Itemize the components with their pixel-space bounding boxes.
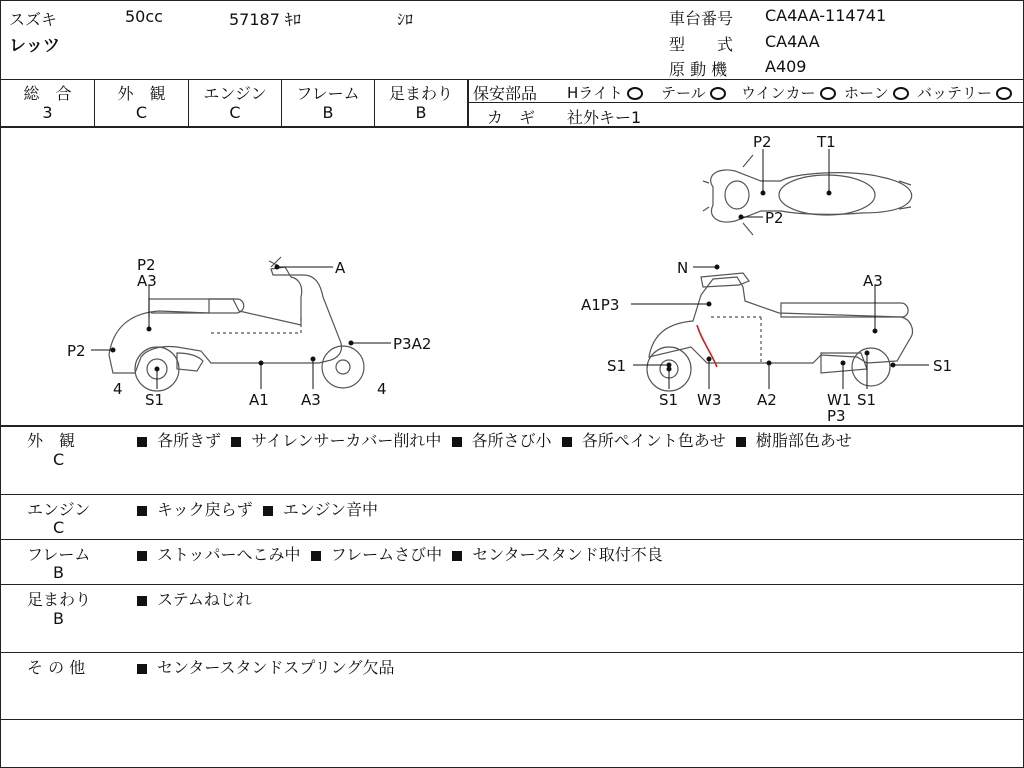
safety-tail: テール (661, 82, 726, 103)
remark-category: 足まわり (27, 590, 92, 609)
ok-circle-icon (820, 87, 836, 100)
ok-circle-icon (627, 87, 643, 100)
ok-circle-icon (710, 87, 726, 100)
damage-red-mark (697, 325, 717, 367)
type-value: CA4AA (765, 32, 820, 51)
chassis-label: 車台番号 (669, 9, 734, 28)
remark-category: フレーム (27, 545, 91, 564)
label-w3: W3 (697, 391, 722, 409)
remark-items: センタースタンドスプリング欠品 (137, 655, 394, 678)
label-a-handle: A (335, 259, 346, 277)
label-a1p3: A1P3 (581, 296, 620, 314)
remark-category: 外 観 (27, 431, 76, 450)
label-a3: A3 (301, 391, 321, 409)
label-n: N (677, 259, 689, 277)
label-a2: A2 (757, 391, 777, 409)
ok-circle-icon (996, 87, 1012, 100)
label-s1-right: S1 (933, 357, 953, 375)
remark-grade: C (53, 518, 65, 537)
remark-grade: C (53, 450, 65, 469)
scooter-left-front-wheel (322, 346, 364, 388)
remark-items: 各所きず サイレンサーカバー削れ中 各所さび小 各所ペイント色あせ 樹脂部色あせ (137, 428, 852, 451)
grade-value: C (135, 103, 148, 122)
label-s1-b2: S1 (857, 391, 877, 409)
scooter-right-rear-wheel (852, 348, 890, 386)
displacement: 50cc (125, 7, 163, 26)
label-p2-left: P2 (67, 342, 86, 360)
remark-category: そ の 他 (27, 658, 86, 677)
type-label: 型 式 (669, 35, 734, 54)
label-s1-bottom: S1 (659, 391, 679, 409)
key-value: 社外キー1 (567, 108, 642, 127)
damage-diagram (1, 127, 1023, 425)
label-t1: T1 (817, 133, 836, 151)
remark-items: ストッパーへこみ中 フレームさび中 センタースタンド取付不良 (137, 542, 663, 565)
label-p2-topview: P2 (753, 133, 772, 151)
safety-label: 保安部品 (473, 84, 538, 103)
model-name: レッツ (9, 36, 60, 56)
label-p3: P3 (827, 407, 846, 425)
label-a3-top: A3 (137, 272, 157, 290)
label-4-left: 4 (113, 380, 123, 398)
label-4-right: 4 (377, 380, 387, 398)
grade-label: エンジン (203, 84, 267, 103)
safety-horn: ホーン (844, 82, 909, 103)
mileage: 57187 ｷﾛ (229, 10, 301, 29)
label-p2-side: P2 (765, 209, 784, 227)
label-s1: S1 (145, 391, 165, 409)
label-a3-right: A3 (863, 272, 883, 290)
body-color: ｼﾛ (397, 10, 414, 29)
grade-value: B (322, 103, 334, 122)
remark-grade: B (53, 609, 64, 628)
scooter-top-seat (779, 175, 875, 215)
engine-value: A409 (765, 57, 807, 76)
safety-headlight: Hライト (567, 82, 643, 103)
ok-circle-icon (893, 87, 909, 100)
scooter-left-seat (149, 299, 244, 317)
label-a1: A1 (249, 391, 269, 409)
label-s1-left: S1 (607, 357, 627, 375)
grade-value: 3 (42, 103, 53, 122)
grade-label: 外 観 (117, 84, 166, 103)
label-p3a2: P3A2 (393, 335, 432, 353)
scooter-diagram-svg (1, 127, 1023, 425)
grade-label: フレーム (296, 84, 360, 103)
grade-value: C (229, 103, 241, 122)
label-w1: W1 (827, 391, 852, 409)
safety-winker: ウインカー (741, 82, 836, 103)
remark-category: エンジン (27, 500, 91, 519)
grade-value: B (415, 103, 427, 122)
chassis-value: CA4AA-114741 (765, 6, 887, 25)
remark-items: キック戻らず エンジン音中 (137, 497, 378, 520)
safety-battery: バッテリー (917, 82, 1012, 103)
remark-items: ステムねじれ (137, 587, 252, 610)
grade-label: 総 合 (23, 84, 72, 103)
grade-label: 足まわり (388, 84, 453, 103)
engine-label: 原 動 機 (669, 60, 728, 79)
key-label: カ ギ (487, 108, 536, 127)
label-p2-top: P2 (137, 256, 156, 274)
maker: スズキ (9, 10, 58, 29)
remark-grade: B (53, 563, 64, 582)
